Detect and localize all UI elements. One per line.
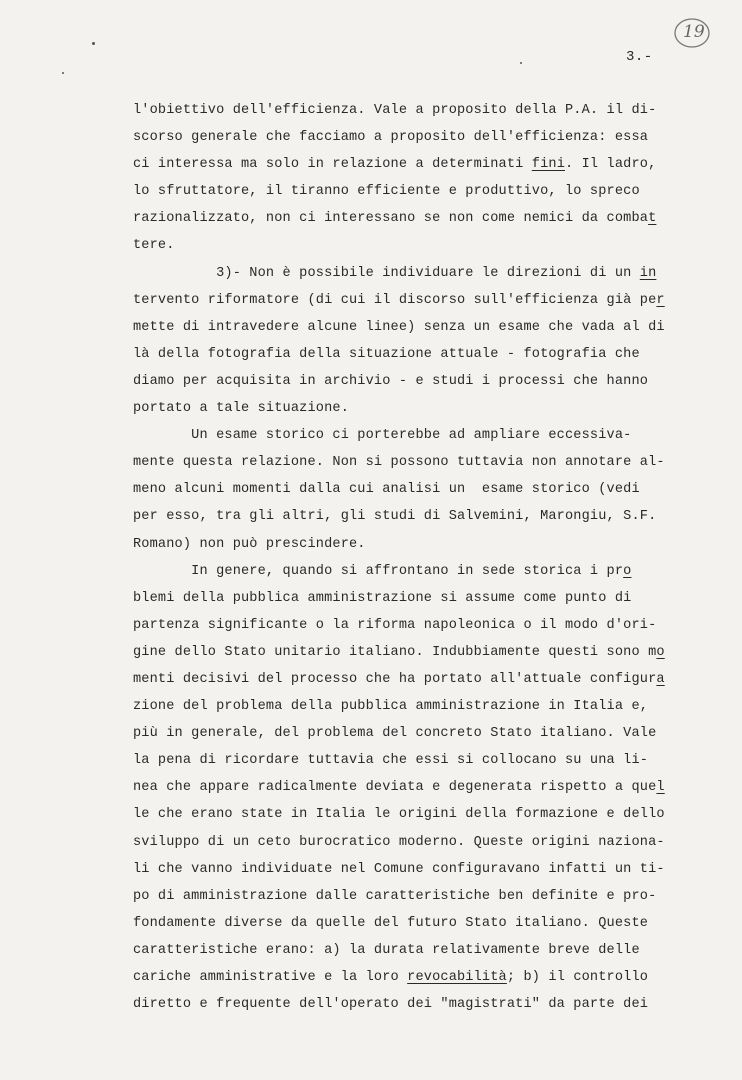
text-fragment: tervento riformatore (di cui il discorso sull'efficienza già pe xyxy=(133,292,657,308)
body-text xyxy=(133,97,693,1018)
text-line xyxy=(133,341,693,368)
text-line xyxy=(133,178,693,205)
text-line xyxy=(133,368,693,395)
text-fragment: lo sfruttatore, il tiranno efficiente e produttivo, lo spreco xyxy=(133,184,640,200)
text-fragment: caratteristiche erano: a) la durata relativamente breve delle xyxy=(133,942,640,958)
underlined-text: r xyxy=(656,292,665,308)
text-line xyxy=(133,747,693,774)
text-line xyxy=(133,124,693,151)
text-line xyxy=(133,232,693,259)
underlined-text: o xyxy=(623,563,632,579)
underlined-text: l xyxy=(656,780,665,796)
text-line xyxy=(133,558,693,585)
text-fragment: razionalizzato, non ci interessano se non come nemici da comba xyxy=(133,211,649,227)
text-line xyxy=(133,314,693,341)
text-fragment: diamo per acquisita in archivio - e studi i processi che hanno xyxy=(133,373,649,389)
text-fragment: scorso generale che facciamo a proposito dell'efficienza: essa xyxy=(133,130,649,146)
text-line xyxy=(133,639,693,666)
underlined-text: fini xyxy=(531,157,565,173)
scan-speck xyxy=(62,72,64,74)
text-fragment: Romano) non può prescindere. xyxy=(133,536,366,552)
underlined-text: t xyxy=(648,211,657,227)
page-stamp xyxy=(672,16,712,50)
text-fragment: mente questa relazione. Non si possono tuttavia non annotare al- xyxy=(133,455,665,471)
text-line xyxy=(133,205,693,232)
text-line xyxy=(133,97,693,124)
text-fragment: portato a tale situazione. xyxy=(133,401,349,417)
text-fragment: tere. xyxy=(133,238,175,254)
text-fragment: la pena di ricordare tuttavia che essi si collocano su una li- xyxy=(133,753,649,769)
text-fragment: li che vanno individuate nel Comune configuravano infatti un ti- xyxy=(133,861,665,877)
text-line xyxy=(133,774,693,801)
text-fragment: fondamente diverse da quelle del futuro Stato italiano. Queste xyxy=(133,915,649,931)
text-line xyxy=(133,422,693,449)
text-line xyxy=(133,801,693,828)
text-fragment: diretto e frequente dell'operato dei "magistrati" da parte dei xyxy=(133,997,649,1013)
text-line xyxy=(133,991,693,1018)
text-fragment: cariche amministrative e la loro xyxy=(133,970,408,985)
stamp-number: 19 xyxy=(683,22,705,42)
text-fragment: ; b) il controllo xyxy=(506,970,649,985)
text-line xyxy=(133,151,693,178)
text-line xyxy=(133,585,693,612)
text-fragment: 3)- Non è possibile individuare le direzioni di un xyxy=(133,265,640,281)
text-fragment: In genere, quando si affrontano in sede storica i pr xyxy=(133,563,624,579)
text-fragment: menti decisivi del processo che ha portato all'attuale configur xyxy=(133,671,657,687)
text-fragment: per esso, tra gli altri, gli studi di Salvemini, Marongiu, S.F. xyxy=(133,509,657,525)
text-fragment: gine dello Stato unitario italiano. Indubbiamente questi sono m xyxy=(133,644,657,660)
underlined-text: in xyxy=(639,265,657,281)
text-fragment: blemi della pubblica amministrazione si assume come punto di xyxy=(133,590,632,606)
text-line xyxy=(133,666,693,693)
text-line xyxy=(133,829,693,856)
text-fragment: Un esame storico ci porterebbe ad ampliare eccessiva- xyxy=(133,428,632,444)
text-line xyxy=(133,856,693,883)
text-fragment: po di amministrazione dalle caratteristiche ben definite e pro- xyxy=(133,888,657,904)
text-line xyxy=(133,476,693,503)
text-line xyxy=(133,612,693,639)
text-line xyxy=(133,531,693,558)
text-line xyxy=(133,287,693,314)
text-line xyxy=(133,449,693,476)
text-fragment: zione del problema della pubblica amministrazione in Italia e, xyxy=(133,699,649,715)
text-fragment: l'obiettivo dell'efficienza. Vale a proposito della P.A. il di- xyxy=(133,103,657,118)
text-fragment: . Il ladro, xyxy=(565,157,657,173)
text-fragment: partenza significante o la riforma napoleonica o il modo d'ori- xyxy=(133,617,657,633)
page-number: 3.- xyxy=(626,49,653,65)
text-line xyxy=(133,964,693,991)
text-line xyxy=(133,260,693,287)
text-line xyxy=(133,720,693,747)
text-fragment: le che erano state in Italia le origini della formazione e dello xyxy=(133,807,665,823)
text-fragment: nea che appare radicalmente deviata e degenerata rispetto a que xyxy=(133,780,657,796)
text-line xyxy=(133,883,693,910)
text-line xyxy=(133,395,693,422)
text-fragment: sviluppo di un ceto burocratico moderno. Queste origini naziona- xyxy=(133,834,665,850)
scan-speck xyxy=(520,62,522,64)
text-line xyxy=(133,503,693,530)
text-fragment: là della fotografia della situazione attuale - fotografia che xyxy=(133,346,640,362)
underlined-text: revocabilità xyxy=(407,970,507,985)
underlined-text: o xyxy=(656,644,665,660)
scan-speck xyxy=(92,42,95,45)
text-line xyxy=(133,693,693,720)
text-line xyxy=(133,910,693,937)
text-fragment: ci interessa ma solo in relazione a determinati xyxy=(133,157,532,173)
text-fragment: mette di intravedere alcune linee) senza un esame che vada al di xyxy=(133,319,665,335)
text-line xyxy=(133,937,693,964)
underlined-text: a xyxy=(656,671,665,687)
text-fragment: meno alcuni momenti dalla cui analisi un esame storico (vedi xyxy=(133,482,640,498)
text-fragment: più in generale, del problema del concreto Stato italiano. Vale xyxy=(133,726,657,742)
